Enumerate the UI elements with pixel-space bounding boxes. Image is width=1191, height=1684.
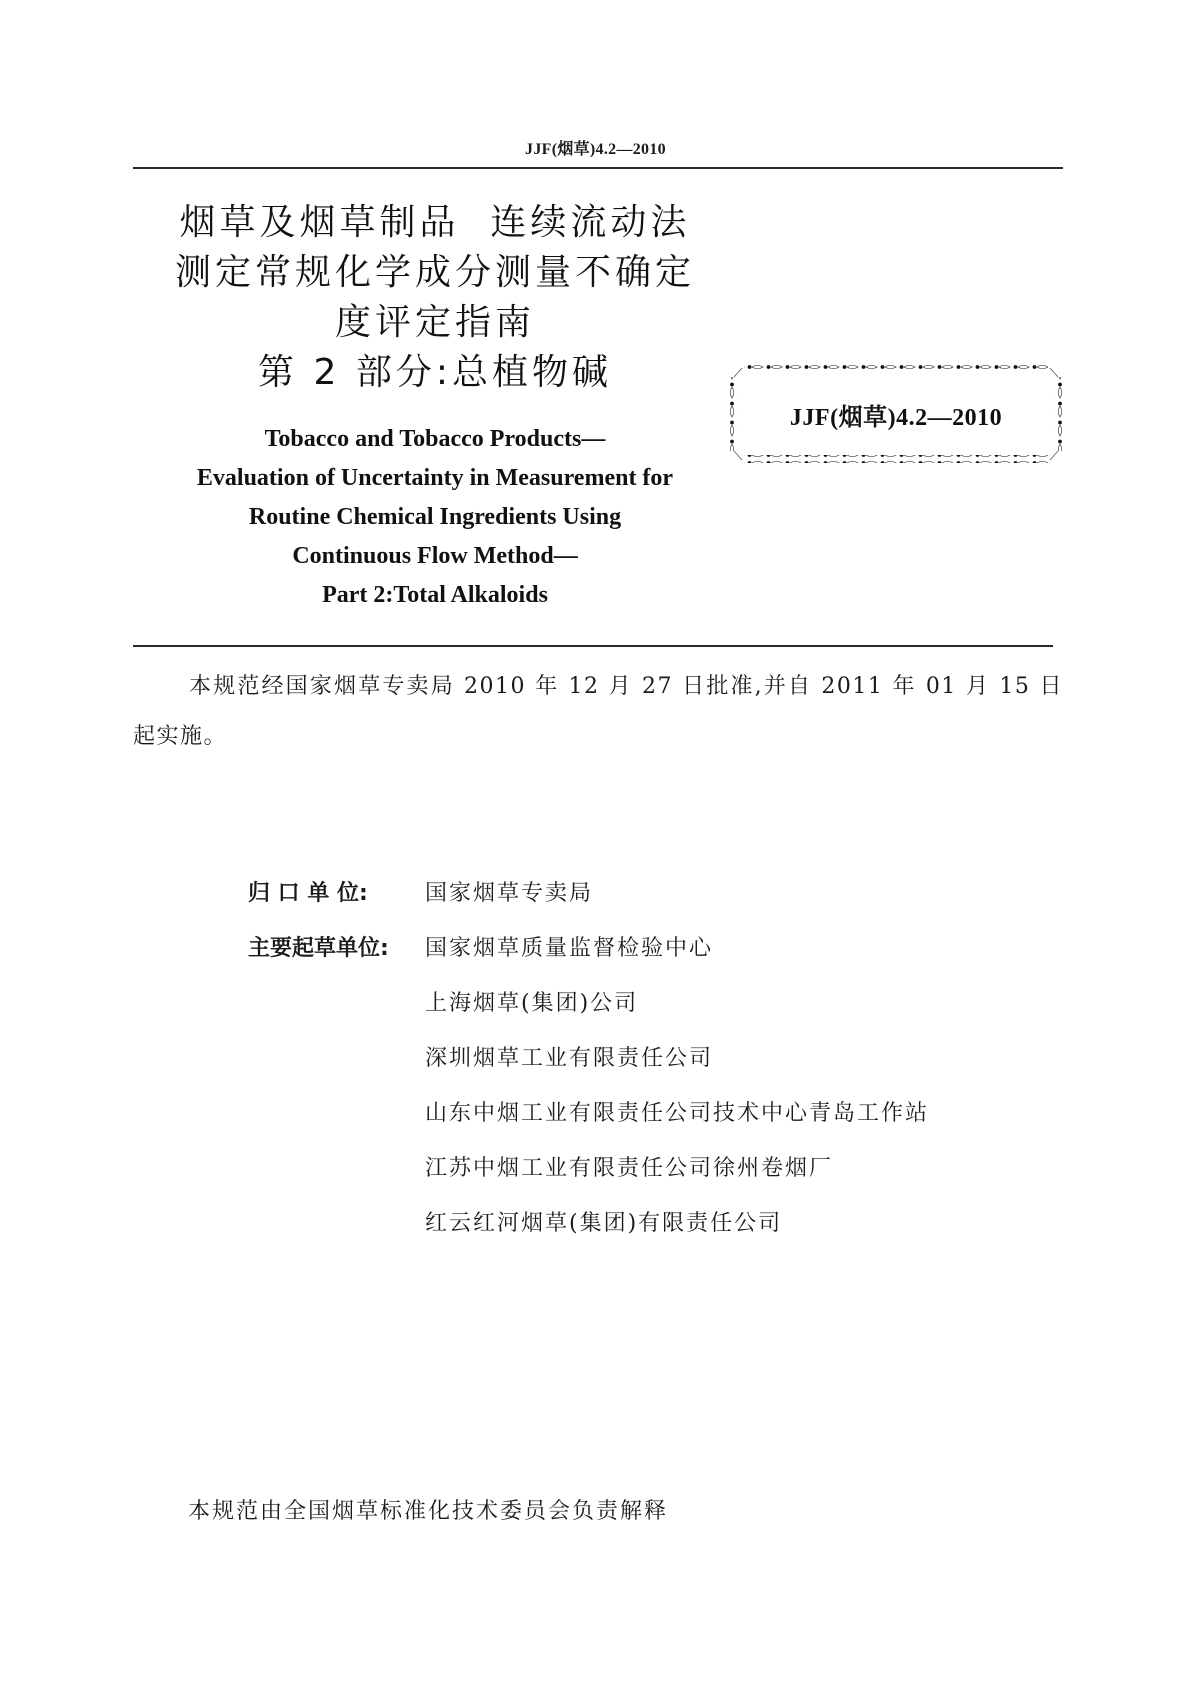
chinese-title-line-3: 度评定指南 xyxy=(334,302,535,343)
english-title xyxy=(150,420,720,615)
unit-value: 国家烟草质量监督检验中心 xyxy=(425,936,714,961)
unit-value: 深圳烟草工业有限责任公司 xyxy=(425,1046,714,1071)
chinese-title-line-2: 测定常规化学成分测量不确定 xyxy=(174,252,695,293)
chinese-title-line-4: 第 2 部分:总植物碱 xyxy=(258,352,612,393)
unit-row xyxy=(248,1096,1068,1151)
unit-row-centralized xyxy=(248,876,1068,931)
section-rule xyxy=(133,645,1053,647)
english-title-line-1: Tobacco and Tobacco Products— xyxy=(264,426,606,452)
chinese-title-line-1: 烟草及烟草制品 连续流动法 xyxy=(179,202,691,243)
english-title-line-4: Continuous Flow Method— xyxy=(292,543,578,569)
unit-row xyxy=(248,1206,1068,1261)
standard-code-box xyxy=(728,363,1064,465)
unit-value: 山东中烟工业有限责任公司技术中心青岛工作站 xyxy=(425,1101,930,1126)
running-header-code: JJF(烟草)4.2—2010 xyxy=(525,141,666,158)
unit-value: 上海烟草(集团)公司 xyxy=(425,991,639,1016)
unit-label: 归 口 单 位: xyxy=(248,881,368,906)
drafting-units xyxy=(248,876,1068,1261)
approval-statement: 本规范经国家烟草专卖局 2010 年 12 月 27 日批准,并自 2011 年 01 月 15 日起实施。 xyxy=(133,674,1063,749)
unit-value: 江苏中烟工业有限责任公司徐州卷烟厂 xyxy=(425,1156,834,1181)
unit-row-main-drafter xyxy=(248,931,1068,986)
english-title-line-3: Routine Chemical Ingredients Using xyxy=(248,504,622,530)
english-title-line-2: Evaluation of Uncertainty in Measurement for xyxy=(196,465,674,491)
unit-value: 红云红河烟草(集团)有限责任公司 xyxy=(425,1211,783,1236)
english-title-line-5: Part 2:Total Alkaloids xyxy=(322,582,548,608)
unit-row xyxy=(248,986,1068,1041)
unit-value: 国家烟草专卖局 xyxy=(425,881,594,906)
unit-label: 主要起草单位: xyxy=(248,936,389,961)
unit-row xyxy=(248,1041,1068,1096)
interpretation-note: 本规范由全国烟草标准化技术委员会负责解释 xyxy=(188,1499,669,1524)
standard-code: JJF(烟草)4.2—2010 xyxy=(789,404,1003,431)
chinese-title xyxy=(150,198,720,398)
unit-row xyxy=(248,1151,1068,1206)
header-rule xyxy=(133,167,1063,169)
